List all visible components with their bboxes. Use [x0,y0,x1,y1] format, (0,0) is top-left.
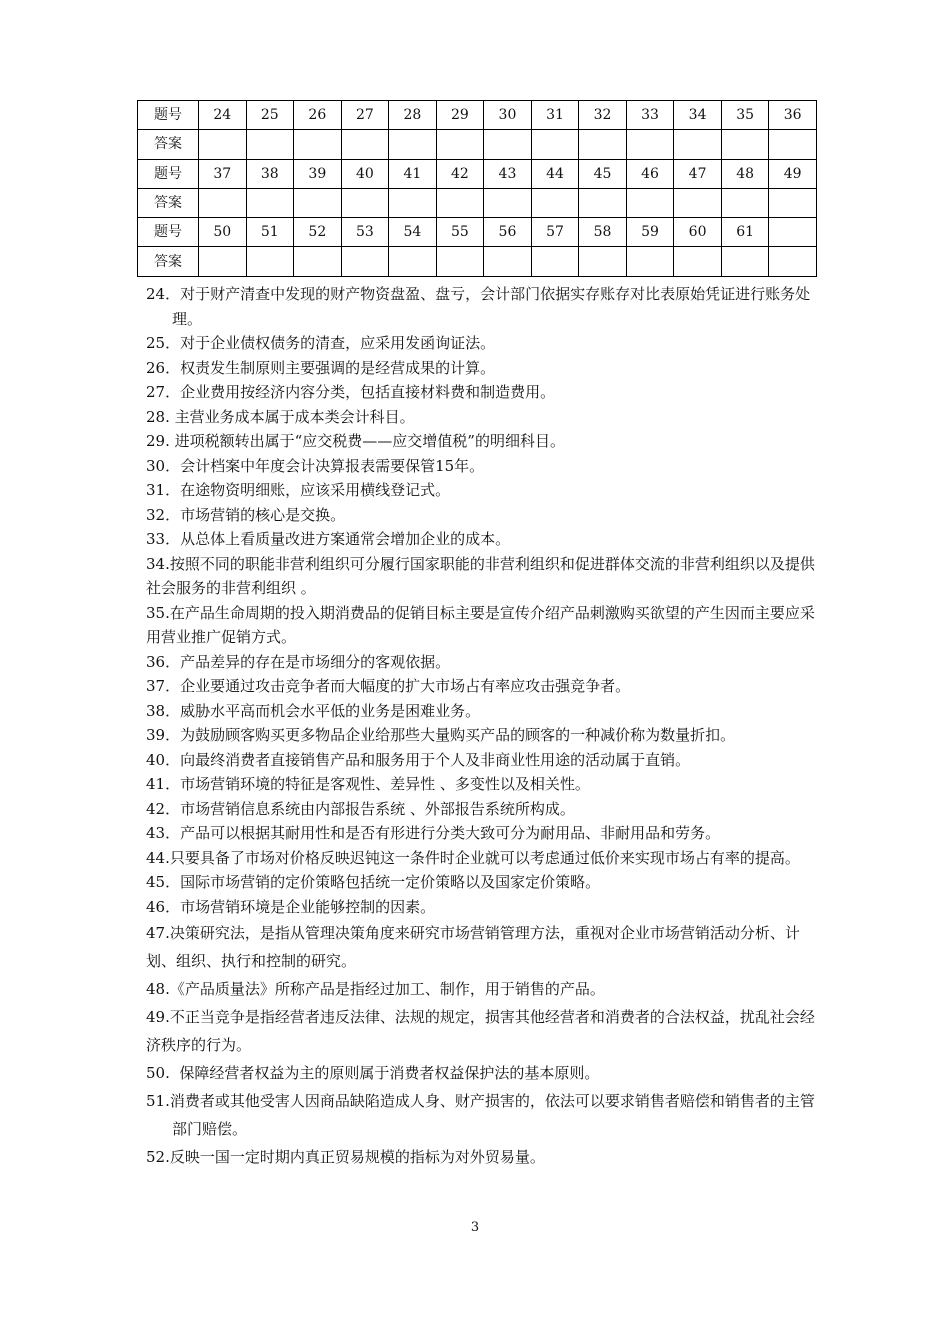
table-cell[interactable] [294,130,342,159]
question-item: 49.不正当竞争是指经营者违反法律、法规的规定，损害其他经营者和消费者的合法权益，扰乱社会经济秩序的行为。 [146,1008,815,1054]
table-cell: 36 [769,101,817,130]
table-cell[interactable] [246,130,294,159]
table-row [138,247,817,276]
table-cell[interactable] [626,188,674,217]
question-item: 34.按照不同的职能非营利组织可分履行国家职能的非营利组织和促进群体交流的非营利组织以及提供社会服务的非营利组织 。 [146,554,815,597]
question-item: 38．威胁水平高而机会水平低的业务是困难业务。 [146,701,481,720]
table-cell: 43 [484,159,532,188]
question-item: 47.决策研究法，是指从管理决策角度来研究市场营销管理方法，重视对企业市场营销活动分析、计划、组织、执行和控制的研究。 [146,924,800,970]
table-cell: 47 [674,159,722,188]
table-cell[interactable] [721,130,769,159]
table-cell[interactable] [674,188,722,217]
table-cell[interactable] [579,247,627,276]
table-cell: 48 [721,159,769,188]
question-item: 32．市场营销的核心是交换。 [146,505,346,524]
row-label: 题号 [138,101,199,130]
table-cell: 29 [436,101,484,130]
question-item: 25．对于企业债权债务的清查，应采用发函询证法。 [146,334,496,352]
table-cell: 39 [294,159,342,188]
table-cell: 31 [531,101,579,130]
page-number: 3 [470,1220,480,1235]
table-cell[interactable] [769,130,817,159]
table-cell: 25 [246,101,294,130]
table-row [138,218,817,247]
table-cell[interactable] [199,130,247,159]
table-row [138,188,817,217]
table-cell: 55 [436,218,484,247]
table-cell [769,218,817,247]
question-item: 30．会计档案中年度会计决算报表需要保管15年。 [146,456,485,475]
question-item: 36．产品差异的存在是市场细分的客观依据。 [146,652,451,671]
table-cell[interactable] [721,247,769,276]
row-label: 答案 [138,130,199,159]
table-cell: 56 [484,218,532,247]
table-cell: 54 [389,218,437,247]
table-cell[interactable] [626,130,674,159]
table-cell: 58 [579,218,627,247]
table-cell[interactable] [436,247,484,276]
table-cell[interactable] [531,188,579,217]
table-cell[interactable] [674,247,722,276]
table-cell: 60 [674,218,722,247]
table-cell: 52 [294,218,342,247]
table-cell: 42 [436,159,484,188]
table-cell: 35 [721,101,769,130]
table-cell: 26 [294,101,342,130]
question-item: 46．市场营销环境是企业能够控制的因素。 [146,897,436,916]
row-label: 答案 [138,188,199,217]
answer-table [137,100,817,277]
table-cell: 53 [341,218,389,247]
table-cell[interactable] [769,188,817,217]
table-cell[interactable] [341,130,389,159]
table-cell[interactable] [294,247,342,276]
table-cell[interactable] [294,188,342,217]
question-item: 52.反映一国一定时期内真正贸易规模的指标为对外贸易量。 [146,1148,545,1166]
table-cell[interactable] [579,130,627,159]
table-cell[interactable] [389,130,437,159]
table-row [138,130,817,159]
table-cell[interactable] [389,188,437,217]
question-item: 27．企业费用按经济内容分类，包括直接材料费和制造费用。 [146,383,556,401]
table-cell: 30 [484,101,532,130]
table-cell[interactable] [769,247,817,276]
table-cell[interactable] [579,188,627,217]
question-item: 41．市场营销环境的特征是客观性、差异性 、多变性以及相关性。 [146,775,590,793]
table-cell[interactable] [341,188,389,217]
table-cell: 61 [721,218,769,247]
row-label: 题号 [138,159,199,188]
table-row [138,159,817,188]
question-item: 26．权责发生制原则主要强调的是经营成果的计算。 [146,358,496,377]
table-cell[interactable] [246,247,294,276]
table-cell: 45 [579,159,627,188]
table-cell: 41 [389,159,437,188]
table-cell: 50 [199,218,247,247]
table-cell: 49 [769,159,817,188]
table-cell[interactable] [246,188,294,217]
table-cell: 34 [674,101,722,130]
table-cell[interactable] [531,130,579,159]
table-cell[interactable] [389,247,437,276]
table-cell: 27 [341,101,389,130]
table-cell: 51 [246,218,294,247]
question-item: 24．对于财产清查中发现的财产物资盘盈、盘亏，会计部门依据实存账存对比表原始凭证进行账务处理。 [146,285,811,328]
question-item: 33．从总体上看质量改进方案通常会增加企业的成本。 [146,530,511,548]
question-item: 35.在产品生命周期的投入期消费品的促销目标主要是宣传介绍产品刺激购买欲望的产生因而主要应采用营业推广促销方式。 [146,603,815,646]
table-cell: 32 [579,101,627,130]
question-list [146,282,816,1171]
question-item: 39．为鼓励顾客购买更多物品企业给那些大量购买产品的顾客的一种减价称为数量折扣。 [146,726,736,744]
table-cell: 46 [626,159,674,188]
question-item: 48.《产品质量法》所称产品是指经过加工、制作，用于销售的产品。 [146,980,605,998]
table-cell[interactable] [484,130,532,159]
table-cell: 28 [389,101,437,130]
row-label: 题号 [138,218,199,247]
question-item: 44.只要具备了市场对价格反映迟钝这一条件时企业就可以考虑通过低价来实现市场占有率的提高。 [146,848,800,867]
table-cell: 40 [341,159,389,188]
table-cell: 33 [626,101,674,130]
table-cell[interactable] [674,130,722,159]
table-cell: 38 [246,159,294,188]
table-cell: 24 [199,101,247,130]
table-cell[interactable] [626,247,674,276]
row-label: 答案 [138,247,199,276]
table-cell[interactable] [436,130,484,159]
question-item: 40．向最终消费者直接销售产品和服务用于个人及非商业性用途的活动属于直销。 [146,750,691,769]
question-item: 29. 进项税额转出属于“应交税费——应交增值税”的明细科目。 [146,432,565,450]
table-cell: 59 [626,218,674,247]
table-cell: 37 [199,159,247,188]
question-item: 42．市场营销信息系统由内部报告系统 、外部报告系统所构成。 [146,799,575,818]
question-item: 37．企业要通过攻击竞争者而大幅度的扩大市场占有率应攻击强竞争者。 [146,677,631,695]
question-item: 43．产品可以根据其耐用性和是否有形进行分类大致可分为耐用品、非耐用品和劳务。 [146,824,721,842]
table-cell[interactable] [436,188,484,217]
table-cell: 57 [531,218,579,247]
answer-table-body [138,101,817,277]
question-item: 28. 主营业务成本属于成本类会计科目。 [146,407,415,426]
table-cell[interactable] [484,188,532,217]
table-cell[interactable] [484,247,532,276]
table-cell: 44 [531,159,579,188]
question-item: 45．国际市场营销的定价策略包括统一定价策略以及国家定价策略。 [146,873,601,891]
question-item: 50. 保障经营者权益为主的原则属于消费者权益保护法的基本原则。 [146,1064,600,1082]
table-cell[interactable] [199,188,247,217]
table-cell[interactable] [199,247,247,276]
question-item: 51.消费者或其他受害人因商品缺陷造成人身、财产损害的，依法可以要求销售者赔偿和销售者的主管部门赔偿。 [146,1092,815,1138]
table-cell[interactable] [721,188,769,217]
question-item: 31．在途物资明细账，应该采用横线登记式。 [146,481,451,499]
table-row [138,101,817,130]
table-cell[interactable] [531,247,579,276]
table-cell[interactable] [341,247,389,276]
